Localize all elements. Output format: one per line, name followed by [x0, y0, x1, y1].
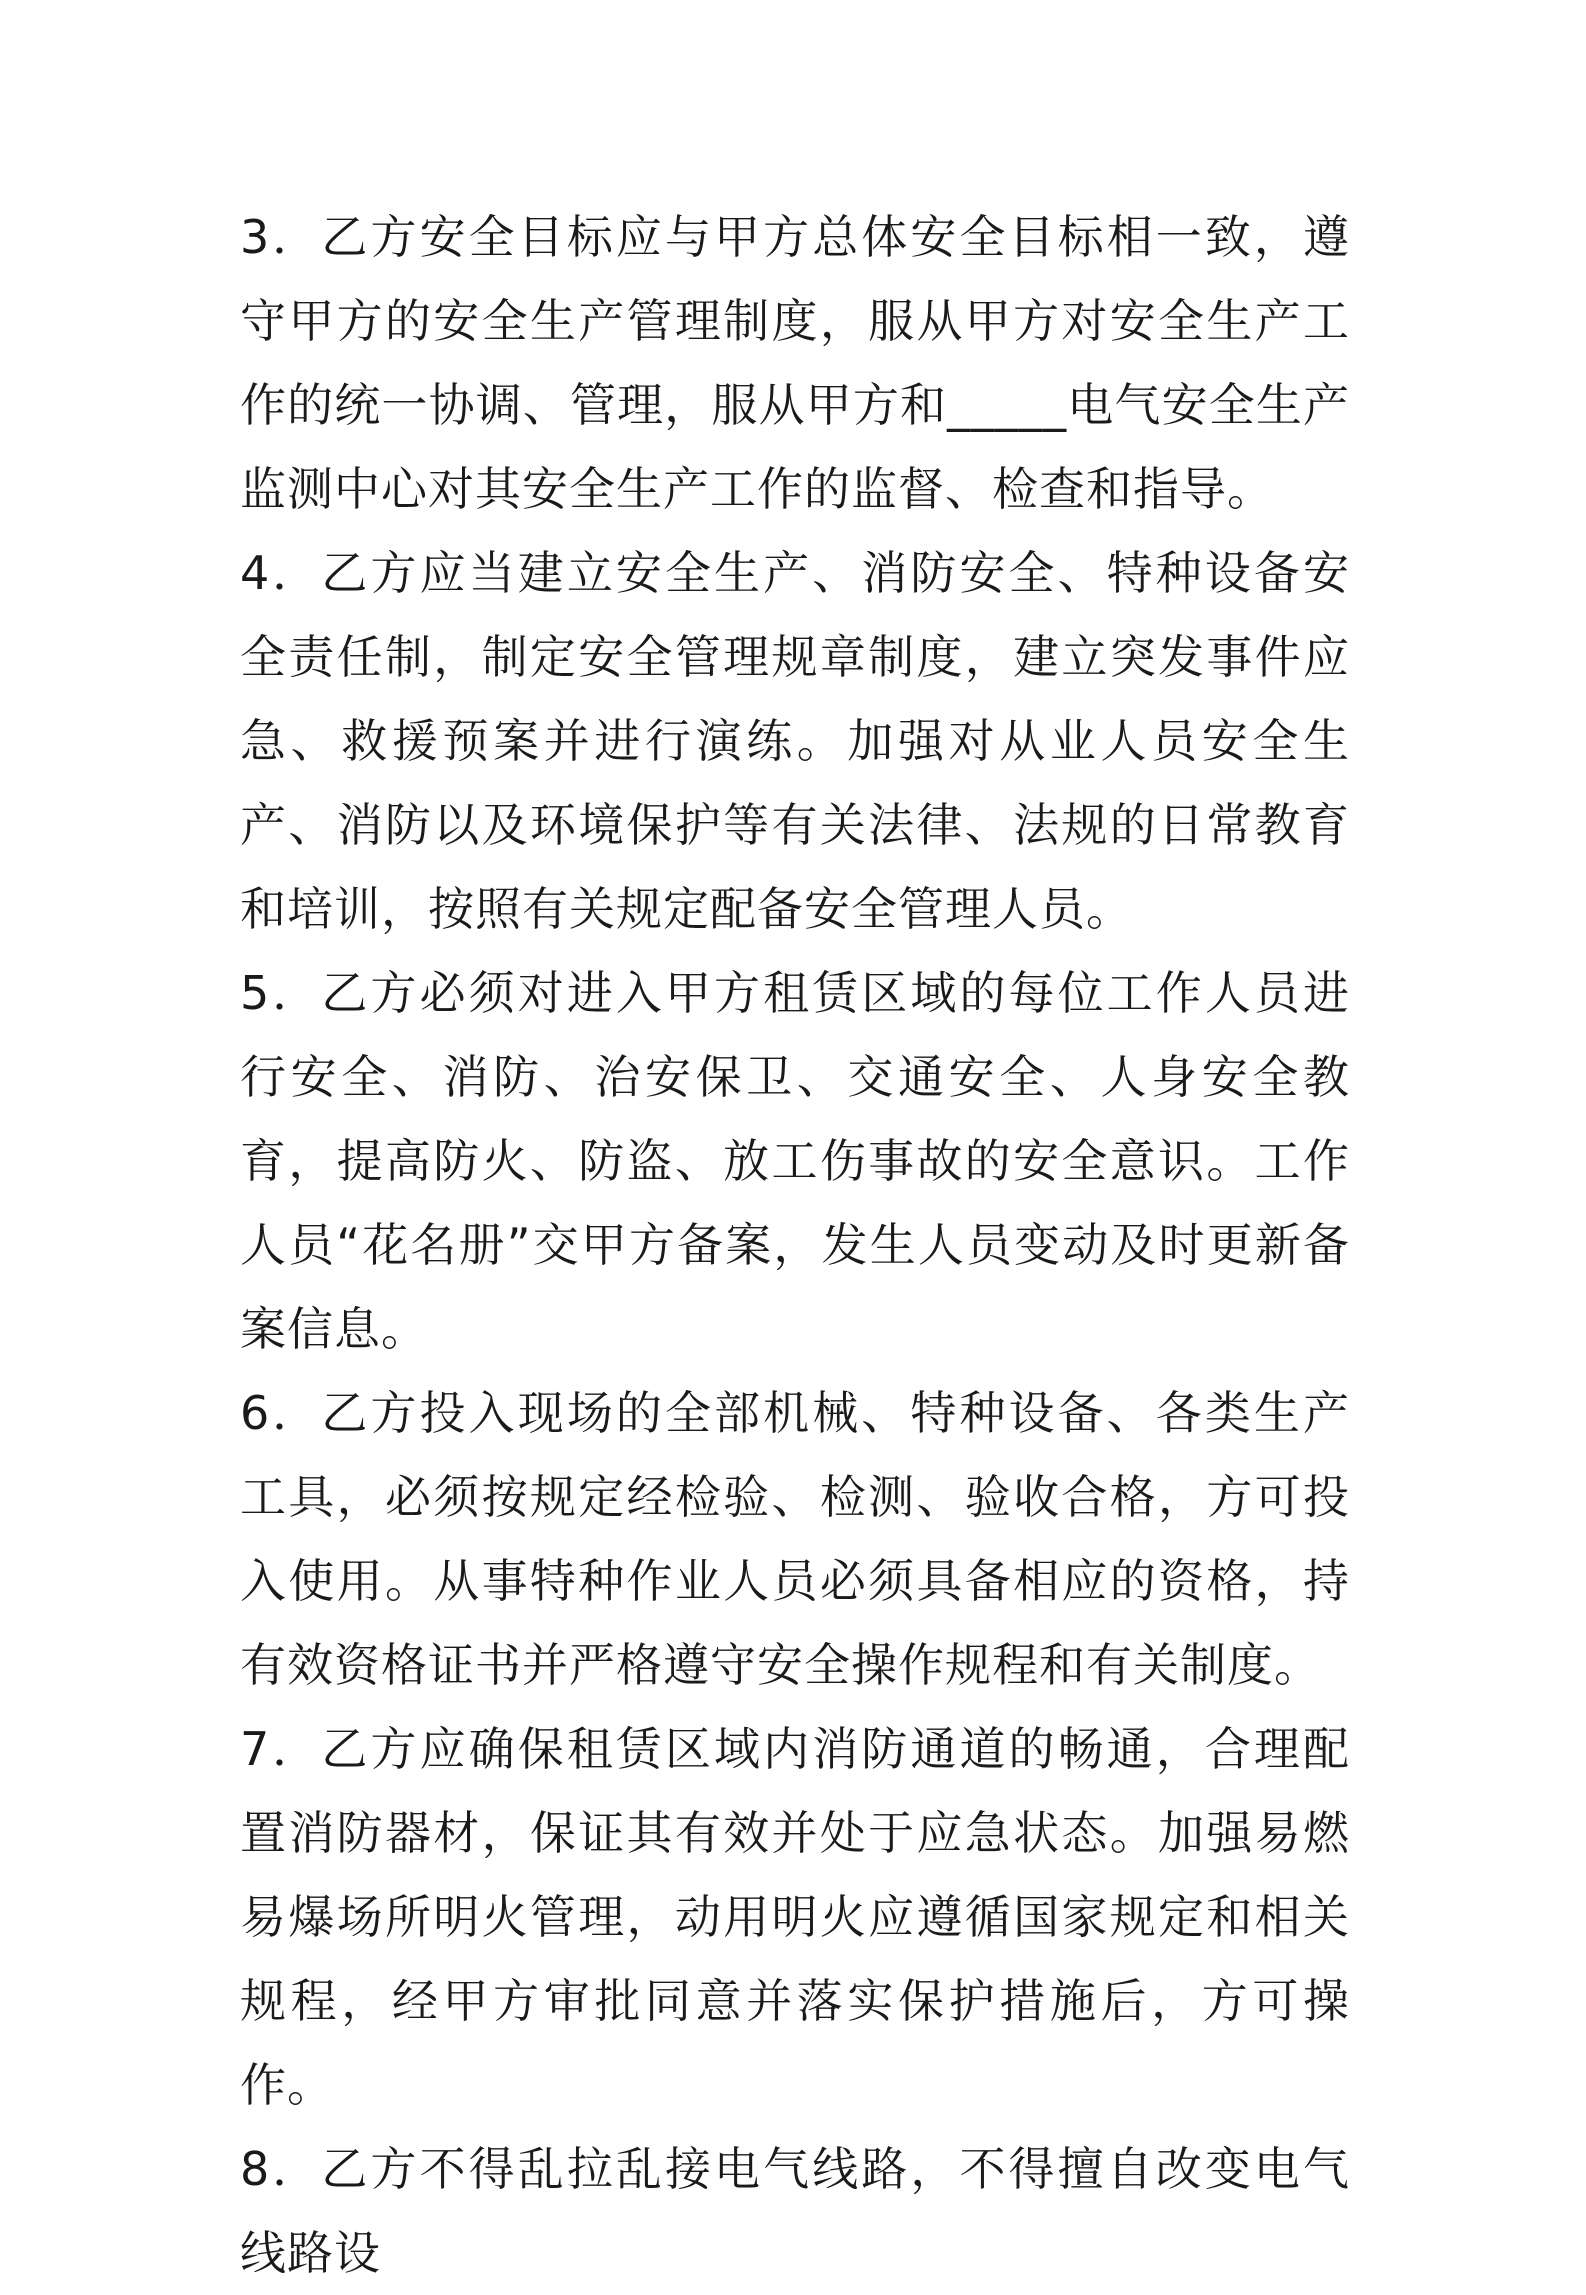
clause-6: 6．乙方投入现场的全部机械、特种设备、各类生产工具，必须按规定经检验、检测、验收合格，方可投入使用。从事特种作业人员必须具备相应的资格，持有效资格证书并严格遵守安全操作规程和有关制度。 [240, 1386, 1350, 1692]
clause-3: 3．乙方安全目标应与甲方总体安全目标相一致，遵守甲方的安全生产管理制度，服从甲方对安全生产工作的统一协调、管理，服从甲方和_____电气安全生产监测中心对其安全生产工作的监督、检查和指导。 [240, 210, 1350, 516]
clause-7: 7．乙方应确保租赁区域内消防通道的畅通，合理配置消防器材，保证其有效并处于应急状态。加强易燃易爆场所明火管理，动用明火应遵循国家规定和相关规程，经甲方审批同意并落实保护措施后，方可操作。 [240, 1722, 1350, 2112]
clause-8: 8．乙方不得乱拉乱接电气线路，不得擅自改变电气线路设 [240, 2142, 1350, 2280]
clause-4: 4．乙方应当建立安全生产、消防安全、特种设备安全责任制，制定安全管理规章制度，建立突发事件应急、救援预案并进行演练。加强对从业人员安全生产、消防以及环境保护等有关法律、法规的日常教育和培训，按照有关规定配备安全管理人员。 [240, 546, 1350, 936]
document-body [240, 195, 1350, 2295]
clause-5: 5．乙方必须对进入甲方租赁区域的每位工作人员进行安全、消防、治安保卫、交通安全、人身安全教育，提高防火、防盗、放工伤事故的安全意识。工作人员“花名册”交甲方备案，发生人员变动及时更新备案信息。 [240, 966, 1350, 1356]
